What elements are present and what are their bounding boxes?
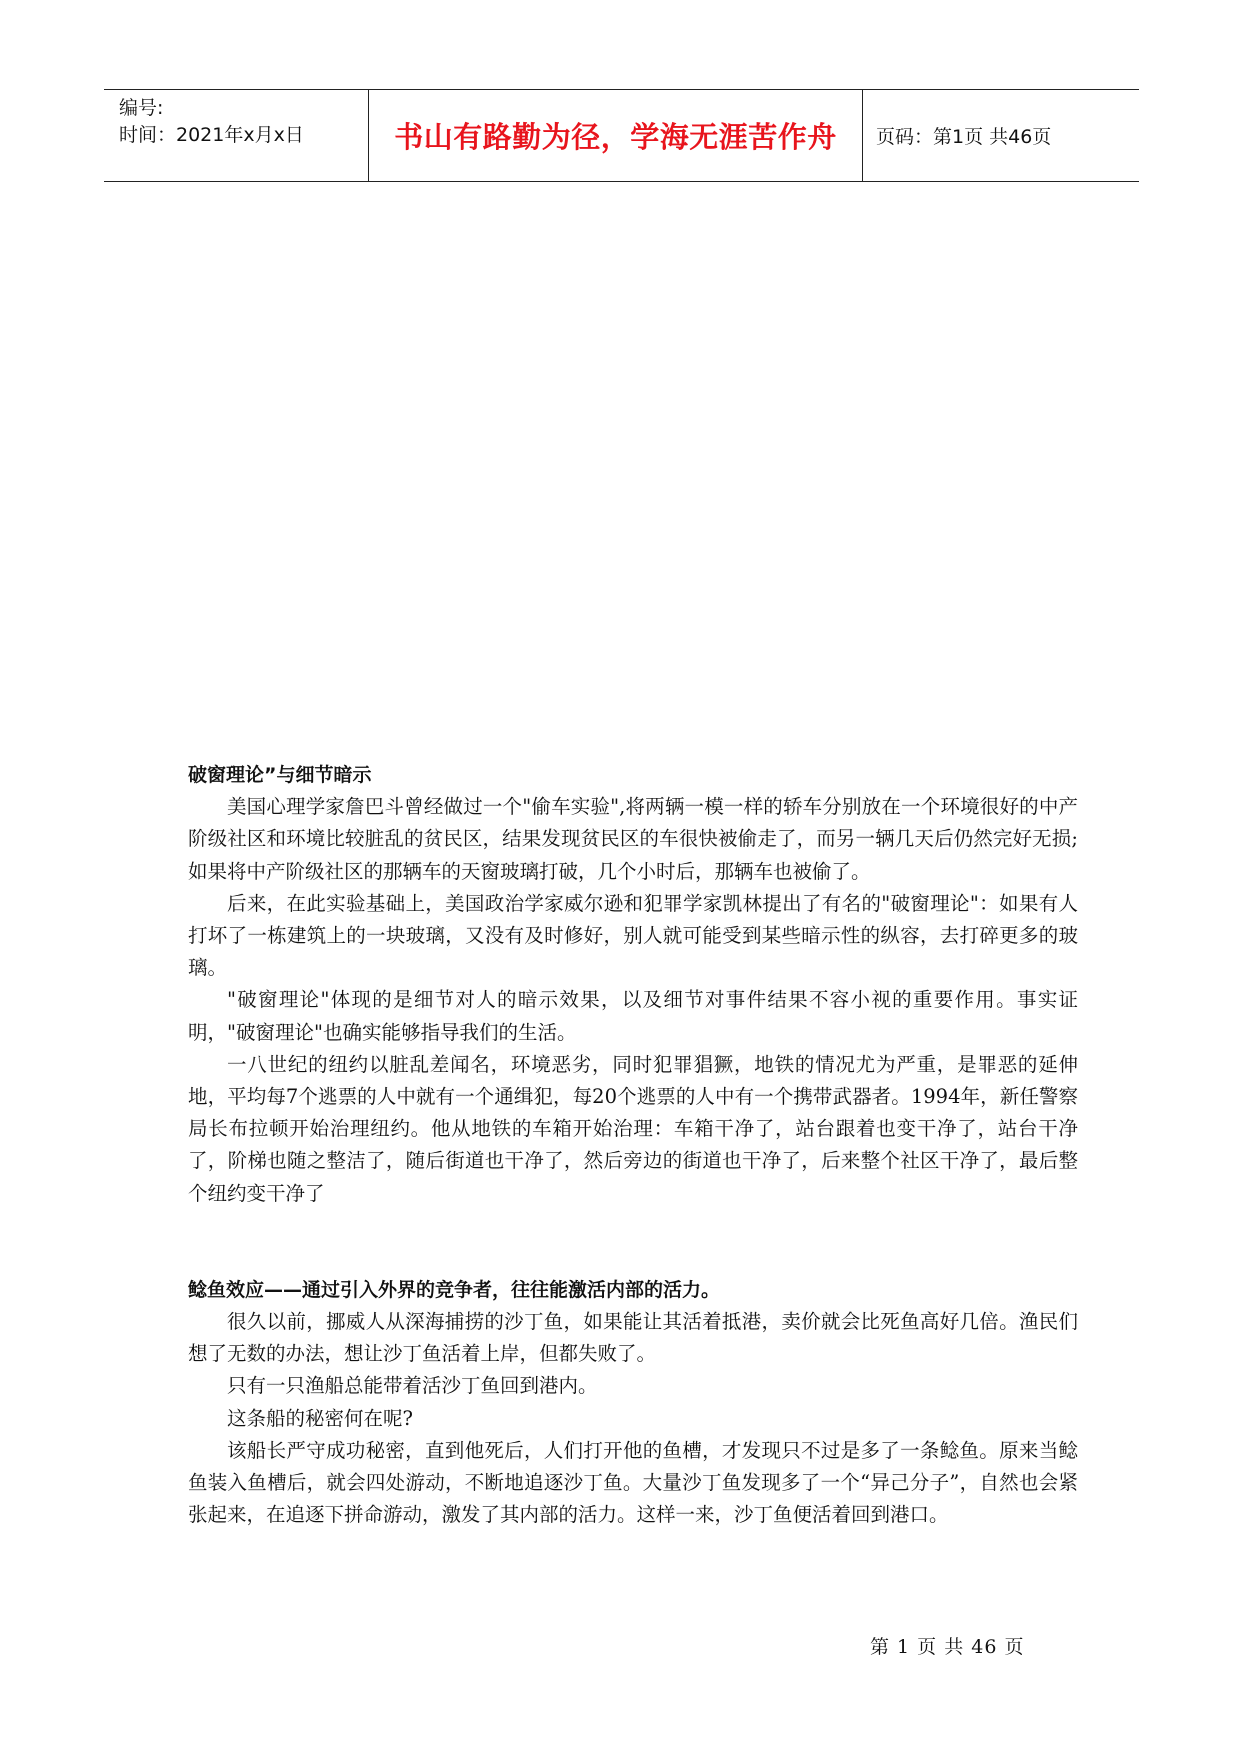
- section-title-broken-window: 破窗理论”与细节暗示: [188, 764, 372, 786]
- section-title-catfish-effect: 鲶鱼效应——通过引入外界的竞争者，往往能激活内部的活力。: [188, 1278, 721, 1301]
- paragraph: 只有一只渔船总能带着活沙丁鱼回到港内。: [227, 1374, 598, 1398]
- document-number-label: 编号:: [119, 97, 164, 119]
- header-motto: 书山有路勤为径，学海无涯苦作舟: [369, 90, 863, 181]
- paragraph: 后来，在此实验基础上，美国政治学家威尔逊和犯罪学家凯林提出了有名的"破窗理论"：如果有人打坏了一栋建筑上的一块玻璃，又没有及时修好，别人就可能受到某些暗示性的纵容，去打碎更多的玻璃。: [188, 891, 1078, 980]
- document-time-label: 时间：2021年x月x日: [119, 124, 304, 146]
- paragraph: 这条船的秘密何在呢?: [227, 1406, 413, 1430]
- header-table: [104, 89, 1139, 182]
- paragraph: 美国心理学家詹巴斗曾经做过一个"偷车实验",将两辆一模一样的轿车分别放在一个环境很好的中产阶级社区和环境比较脏乱的贫民区，结果发现贫民区的车很快被偷走了，而另一辆几天后仍然完好无损;如果将中产阶级社区的那辆车的天窗玻璃打破，几个小时后，那辆车也被偷了。: [188, 795, 1078, 883]
- header-page-label: 页码：第1页 共46页: [876, 126, 1052, 148]
- header-info-cell: [104, 90, 369, 181]
- page-footer: 第 1 页 共 46 页: [870, 1636, 1025, 1658]
- paragraph: 很久以前，挪威人从深海捕捞的沙丁鱼，如果能让其活着抵港，卖价就会比死鱼高好几倍。渔民们想了无数的办法，想让沙丁鱼活着上岸，但都失败了。: [188, 1310, 1078, 1366]
- document-body: [188, 759, 1078, 1531]
- section-spacer: [188, 1210, 1078, 1274]
- paragraph: "破窗理论"体现的是细节对人的暗示效果，以及细节对事件结果不容小视的重要作用。事实证明，"破窗理论"也确实能够指导我们的生活。: [188, 988, 1078, 1044]
- paragraph: 该船长严守成功秘密，直到他死后，人们打开他的鱼槽，才发现只不过是多了一条鲶鱼。原来当鲶鱼装入鱼槽后，就会四处游动，不断地追逐沙丁鱼。大量沙丁鱼发现多了一个“异己分子”，自然也会紧张起来，在追逐下拼命游动，激发了其内部的活力。这样一来，沙丁鱼便活着回到港口。: [188, 1438, 1078, 1527]
- paragraph: 一八世纪的纽约以脏乱差闻名，环境恶劣，同时犯罪猖獗，地铁的情况尤为严重，是罪恶的延伸地，平均每7个逃票的人中就有一个通缉犯，每20个逃票的人中有一个携带武器者。1994年，新任警察局长布拉顿开始治理纽约。他从地铁的车箱开始治理：车箱干净了，站台跟着也变干净了，站台干净了，阶梯也随之整洁了，随后街道也干净了，然后旁边的街道也干净了，后来整个社区干净了，最后整个纽约变干净了: [188, 1052, 1078, 1205]
